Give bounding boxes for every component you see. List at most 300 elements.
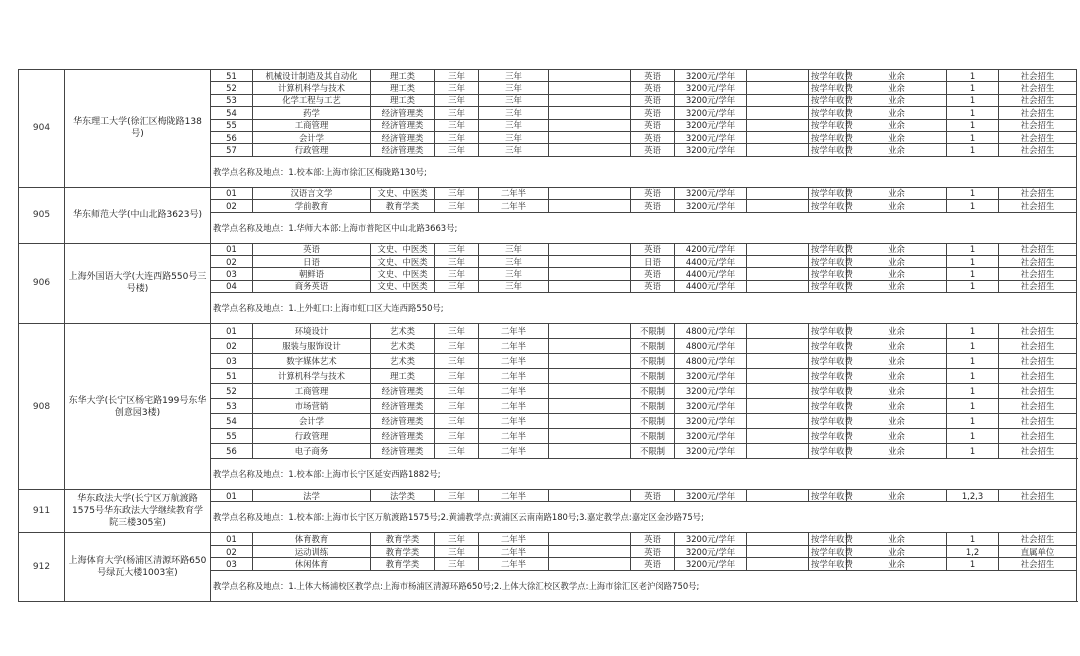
program-length-cell: 三年 — [435, 558, 479, 570]
payment-method-cell: 按学年收费 — [809, 243, 847, 255]
blank-cell — [549, 187, 631, 199]
school-name-cell: 东华大学(长宁区杨宅路199号东华创意园3楼) — [65, 324, 211, 490]
program-length-cell: 三年 — [435, 187, 479, 199]
blank-cell — [747, 339, 809, 354]
study-form-cell: 业余 — [847, 490, 947, 502]
exam-language-cell: 英语 — [631, 70, 675, 82]
major-category-cell: 教育学类 — [371, 533, 435, 545]
tuition-cell: 4800元/学年 — [675, 339, 747, 354]
major-name-cell: 计算机科学与技术 — [253, 369, 371, 384]
program-length-cell: 三年 — [435, 280, 479, 292]
blank-cell — [747, 444, 809, 459]
study-form-cell: 业余 — [847, 280, 947, 292]
major-category-cell: 理工类 — [371, 94, 435, 106]
study-form-cell: 业余 — [847, 384, 947, 399]
enrollment-source-cell: 直属单位 — [999, 545, 1077, 557]
blank-cell — [747, 131, 809, 143]
enrollment-source-cell: 社会招生 — [999, 324, 1077, 339]
study-years-cell: 二年半 — [479, 429, 549, 444]
major-code-cell: 01 — [211, 324, 253, 339]
study-form-cell: 业余 — [847, 354, 947, 369]
blank-cell — [747, 533, 809, 545]
major-category-cell: 经济管理类 — [371, 384, 435, 399]
major-code-cell: 04 — [211, 280, 253, 292]
address-label: 教学点名称及地点： — [213, 222, 289, 233]
site-number-cell: 1 — [947, 533, 999, 545]
blank-cell — [549, 339, 631, 354]
blank-cell — [549, 280, 631, 292]
payment-method-cell: 按学年收费 — [809, 324, 847, 339]
blank-cell — [747, 243, 809, 255]
program-length-cell: 三年 — [435, 545, 479, 557]
study-years-cell: 三年 — [479, 268, 549, 280]
tuition-cell: 4800元/学年 — [675, 324, 747, 339]
exam-language-cell: 英语 — [631, 187, 675, 199]
site-number-cell: 1 — [947, 144, 999, 156]
tuition-cell: 3200元/学年 — [675, 429, 747, 444]
exam-language-cell: 不限制 — [631, 354, 675, 369]
study-form-cell: 业余 — [847, 533, 947, 545]
blank-cell — [747, 369, 809, 384]
site-number-cell: 1 — [947, 70, 999, 82]
study-years-cell: 二年半 — [479, 324, 549, 339]
major-code-cell: 53 — [211, 94, 253, 106]
major-name-cell: 法学 — [253, 490, 371, 502]
tuition-cell: 3200元/学年 — [675, 558, 747, 570]
study-form-cell: 业余 — [847, 339, 947, 354]
site-number-cell: 1 — [947, 414, 999, 429]
enrollment-source-cell: 社会招生 — [999, 280, 1077, 292]
major-code-cell: 01 — [211, 490, 253, 502]
blank-cell — [549, 200, 631, 212]
blank-cell — [747, 324, 809, 339]
program-length-cell: 三年 — [435, 70, 479, 82]
school-code-cell: 905 — [19, 187, 65, 243]
tuition-cell: 3200元/学年 — [675, 131, 747, 143]
school-name-cell: 上海外国语大学(大连西路550号三号楼) — [65, 243, 211, 324]
exam-language-cell: 日语 — [631, 255, 675, 267]
payment-method-cell: 按学年收费 — [809, 268, 847, 280]
payment-method-cell: 按学年收费 — [809, 414, 847, 429]
tuition-cell: 4200元/学年 — [675, 243, 747, 255]
major-code-cell: 56 — [211, 444, 253, 459]
major-code-cell: 01 — [211, 187, 253, 199]
blank-cell — [747, 399, 809, 414]
enrollment-source-cell: 社会招生 — [999, 243, 1077, 255]
payment-method-cell: 按学年收费 — [809, 490, 847, 502]
site-number-cell: 1 — [947, 131, 999, 143]
study-years-cell: 二年半 — [479, 399, 549, 414]
table-row — [19, 243, 1077, 255]
address-value: 1.校本部:上海市长宁区万航渡路1575号;2.黄浦教学点:黄浦区云南南路180号;3.嘉定教学点:嘉定区金沙路75号; — [288, 512, 704, 523]
tuition-cell: 3200元/学年 — [675, 384, 747, 399]
study-years-cell: 二年半 — [479, 490, 549, 502]
tuition-cell: 3200元/学年 — [675, 187, 747, 199]
enrollment-source-cell: 社会招生 — [999, 131, 1077, 143]
site-number-cell: 1 — [947, 107, 999, 119]
blank-cell — [747, 144, 809, 156]
site-number-cell: 1 — [947, 94, 999, 106]
program-length-cell: 三年 — [435, 533, 479, 545]
payment-method-cell: 按学年收费 — [809, 119, 847, 131]
major-name-cell: 化学工程与工艺 — [253, 94, 371, 106]
blank-cell — [549, 324, 631, 339]
major-category-cell: 艺术类 — [371, 339, 435, 354]
exam-language-cell: 英语 — [631, 131, 675, 143]
payment-method-cell: 按学年收费 — [809, 444, 847, 459]
study-form-cell: 业余 — [847, 107, 947, 119]
program-length-cell: 三年 — [435, 94, 479, 106]
site-number-cell: 1 — [947, 268, 999, 280]
tuition-cell: 4400元/学年 — [675, 280, 747, 292]
program-length-cell: 三年 — [435, 131, 479, 143]
study-years-cell: 三年 — [479, 243, 549, 255]
blank-cell — [549, 255, 631, 267]
major-category-cell: 理工类 — [371, 82, 435, 94]
study-years-cell: 三年 — [479, 70, 549, 82]
tuition-cell: 4800元/学年 — [675, 354, 747, 369]
major-code-cell: 02 — [211, 339, 253, 354]
study-years-cell: 三年 — [479, 94, 549, 106]
major-code-cell: 54 — [211, 107, 253, 119]
teaching-site-address — [211, 212, 1077, 243]
study-years-cell: 二年半 — [479, 200, 549, 212]
major-code-cell: 52 — [211, 82, 253, 94]
study-form-cell: 业余 — [847, 82, 947, 94]
tuition-cell: 3200元/学年 — [675, 94, 747, 106]
enrollment-source-cell: 社会招生 — [999, 144, 1077, 156]
study-years-cell: 二年半 — [479, 339, 549, 354]
payment-method-cell: 按学年收费 — [809, 533, 847, 545]
major-code-cell: 53 — [211, 399, 253, 414]
payment-method-cell: 按学年收费 — [809, 369, 847, 384]
blank-cell — [549, 490, 631, 502]
study-form-cell: 业余 — [847, 200, 947, 212]
site-number-cell: 1 — [947, 354, 999, 369]
study-form-cell: 业余 — [847, 558, 947, 570]
site-number-cell: 1,2 — [947, 545, 999, 557]
enrollment-table — [18, 69, 1077, 602]
major-name-cell: 电子商务 — [253, 444, 371, 459]
payment-method-cell: 按学年收费 — [809, 94, 847, 106]
exam-language-cell: 不限制 — [631, 414, 675, 429]
enrollment-source-cell: 社会招生 — [999, 429, 1077, 444]
blank-cell — [747, 119, 809, 131]
blank-cell — [549, 354, 631, 369]
site-number-cell: 1 — [947, 119, 999, 131]
site-number-cell: 1 — [947, 444, 999, 459]
major-name-cell: 运动训练 — [253, 545, 371, 557]
blank-cell — [549, 444, 631, 459]
site-number-cell: 1 — [947, 243, 999, 255]
blank-cell — [549, 131, 631, 143]
address-label: 教学点名称及地点： — [213, 469, 289, 480]
exam-language-cell: 英语 — [631, 82, 675, 94]
tuition-cell: 3200元/学年 — [675, 533, 747, 545]
tuition-cell: 3200元/学年 — [675, 82, 747, 94]
major-code-cell: 01 — [211, 533, 253, 545]
major-name-cell: 朝鲜语 — [253, 268, 371, 280]
blank-cell — [747, 255, 809, 267]
school-name-cell: 华东师范大学(中山北路3623号) — [65, 187, 211, 243]
blank-cell — [747, 354, 809, 369]
blank-cell — [549, 243, 631, 255]
blank-cell — [549, 414, 631, 429]
exam-language-cell: 不限制 — [631, 384, 675, 399]
study-years-cell: 三年 — [479, 107, 549, 119]
tuition-cell: 3200元/学年 — [675, 444, 747, 459]
payment-method-cell: 按学年收费 — [809, 399, 847, 414]
major-name-cell: 学前教育 — [253, 200, 371, 212]
site-number-cell: 1 — [947, 558, 999, 570]
exam-language-cell: 英语 — [631, 268, 675, 280]
study-years-cell: 三年 — [479, 119, 549, 131]
study-form-cell: 业余 — [847, 399, 947, 414]
payment-method-cell: 按学年收费 — [809, 545, 847, 557]
blank-cell — [747, 414, 809, 429]
school-code-cell: 904 — [19, 70, 65, 188]
study-form-cell: 业余 — [847, 94, 947, 106]
major-name-cell: 计算机科学与技术 — [253, 82, 371, 94]
program-length-cell: 三年 — [435, 255, 479, 267]
enrollment-source-cell: 社会招生 — [999, 414, 1077, 429]
major-code-cell: 55 — [211, 119, 253, 131]
blank-cell — [549, 558, 631, 570]
payment-method-cell: 按学年收费 — [809, 255, 847, 267]
blank-cell — [549, 119, 631, 131]
major-name-cell: 汉语言文学 — [253, 187, 371, 199]
major-category-cell: 文史、中医类 — [371, 280, 435, 292]
exam-language-cell: 不限制 — [631, 429, 675, 444]
major-name-cell: 市场营销 — [253, 399, 371, 414]
program-length-cell: 三年 — [435, 429, 479, 444]
blank-cell — [747, 107, 809, 119]
school-name-cell: 华东政法大学(长宁区万航渡路1575号华东政法大学继续教育学院三楼305室) — [65, 490, 211, 533]
program-length-cell: 三年 — [435, 490, 479, 502]
program-length-cell: 三年 — [435, 384, 479, 399]
exam-language-cell: 不限制 — [631, 444, 675, 459]
address-value: 1.华师大本部:上海市普陀区中山北路3663号; — [288, 222, 458, 233]
exam-language-cell: 英语 — [631, 490, 675, 502]
major-category-cell: 经济管理类 — [371, 444, 435, 459]
payment-method-cell: 按学年收费 — [809, 280, 847, 292]
study-form-cell: 业余 — [847, 429, 947, 444]
program-length-cell: 三年 — [435, 243, 479, 255]
school-code-cell: 912 — [19, 533, 65, 601]
payment-method-cell: 按学年收费 — [809, 558, 847, 570]
blank-cell — [549, 369, 631, 384]
major-code-cell: 52 — [211, 384, 253, 399]
address-value: 1.校本部:上海市徐汇区梅陇路130号; — [288, 166, 427, 177]
program-length-cell: 三年 — [435, 399, 479, 414]
study-years-cell: 三年 — [479, 255, 549, 267]
tuition-cell: 3200元/学年 — [675, 399, 747, 414]
tuition-cell: 3200元/学年 — [675, 70, 747, 82]
major-category-cell: 教育学类 — [371, 545, 435, 557]
blank-cell — [747, 280, 809, 292]
enrollment-source-cell: 社会招生 — [999, 490, 1077, 502]
study-years-cell: 二年半 — [479, 533, 549, 545]
major-name-cell: 药学 — [253, 107, 371, 119]
major-code-cell: 54 — [211, 414, 253, 429]
major-category-cell: 文史、中医类 — [371, 255, 435, 267]
table-row — [19, 187, 1077, 199]
enrollment-source-cell: 社会招生 — [999, 187, 1077, 199]
payment-method-cell: 按学年收费 — [809, 82, 847, 94]
major-category-cell: 经济管理类 — [371, 429, 435, 444]
study-form-cell: 业余 — [847, 187, 947, 199]
exam-language-cell: 英语 — [631, 280, 675, 292]
site-number-cell: 1 — [947, 384, 999, 399]
study-form-cell: 业余 — [847, 131, 947, 143]
major-name-cell: 英语 — [253, 243, 371, 255]
table-row — [19, 70, 1077, 82]
major-code-cell: 03 — [211, 354, 253, 369]
blank-cell — [549, 384, 631, 399]
major-name-cell: 机械设计制造及其自动化 — [253, 70, 371, 82]
study-years-cell: 二年半 — [479, 558, 549, 570]
blank-cell — [747, 558, 809, 570]
payment-method-cell: 按学年收费 — [809, 187, 847, 199]
major-category-cell: 文史、中医类 — [371, 187, 435, 199]
study-form-cell: 业余 — [847, 255, 947, 267]
study-years-cell: 三年 — [479, 131, 549, 143]
program-length-cell: 三年 — [435, 119, 479, 131]
major-name-cell: 会计学 — [253, 131, 371, 143]
exam-language-cell: 不限制 — [631, 399, 675, 414]
major-category-cell: 经济管理类 — [371, 414, 435, 429]
program-length-cell: 三年 — [435, 354, 479, 369]
exam-language-cell: 不限制 — [631, 369, 675, 384]
major-name-cell: 工商管理 — [253, 119, 371, 131]
blank-cell — [747, 490, 809, 502]
study-form-cell: 业余 — [847, 144, 947, 156]
blank-cell — [549, 268, 631, 280]
blank-cell — [549, 107, 631, 119]
exam-language-cell: 英语 — [631, 94, 675, 106]
site-number-cell: 1 — [947, 187, 999, 199]
tuition-cell: 3200元/学年 — [675, 119, 747, 131]
major-code-cell: 02 — [211, 200, 253, 212]
major-name-cell: 休闲体育 — [253, 558, 371, 570]
enrollment-source-cell: 社会招生 — [999, 444, 1077, 459]
study-form-cell: 业余 — [847, 119, 947, 131]
tuition-cell: 3200元/学年 — [675, 200, 747, 212]
teaching-site-address — [211, 502, 1077, 533]
site-number-cell: 1 — [947, 255, 999, 267]
major-code-cell: 55 — [211, 429, 253, 444]
major-code-cell: 51 — [211, 369, 253, 384]
blank-cell — [747, 429, 809, 444]
major-name-cell: 日语 — [253, 255, 371, 267]
school-name-cell: 上海体育大学(杨浦区清源环路650号绿瓦大楼1003室) — [65, 533, 211, 601]
tuition-cell: 4400元/学年 — [675, 268, 747, 280]
exam-language-cell: 英语 — [631, 119, 675, 131]
study-years-cell: 三年 — [479, 144, 549, 156]
major-name-cell: 商务英语 — [253, 280, 371, 292]
major-category-cell: 艺术类 — [371, 354, 435, 369]
blank-cell — [549, 82, 631, 94]
major-category-cell: 艺术类 — [371, 324, 435, 339]
program-length-cell: 三年 — [435, 268, 479, 280]
enrollment-source-cell: 社会招生 — [999, 399, 1077, 414]
site-number-cell: 1 — [947, 369, 999, 384]
school-code-cell: 911 — [19, 490, 65, 533]
site-number-cell: 1 — [947, 324, 999, 339]
major-code-cell: 03 — [211, 268, 253, 280]
enrollment-source-cell: 社会招生 — [999, 268, 1077, 280]
blank-cell — [747, 268, 809, 280]
blank-cell — [747, 384, 809, 399]
address-label: 教学点名称及地点： — [213, 580, 289, 591]
exam-language-cell: 英语 — [631, 200, 675, 212]
program-length-cell: 三年 — [435, 82, 479, 94]
blank-cell — [549, 144, 631, 156]
study-form-cell: 业余 — [847, 369, 947, 384]
blank-cell — [747, 187, 809, 199]
program-length-cell: 三年 — [435, 200, 479, 212]
study-form-cell: 业余 — [847, 444, 947, 459]
blank-cell — [747, 82, 809, 94]
study-form-cell: 业余 — [847, 243, 947, 255]
enrollment-source-cell: 社会招生 — [999, 369, 1077, 384]
major-category-cell: 经济管理类 — [371, 131, 435, 143]
enrollment-source-cell: 社会招生 — [999, 94, 1077, 106]
major-category-cell: 理工类 — [371, 70, 435, 82]
payment-method-cell: 按学年收费 — [809, 70, 847, 82]
exam-language-cell: 不限制 — [631, 339, 675, 354]
blank-cell — [747, 545, 809, 557]
major-category-cell: 教育学类 — [371, 200, 435, 212]
enrollment-source-cell: 社会招生 — [999, 107, 1077, 119]
program-length-cell: 三年 — [435, 144, 479, 156]
major-category-cell: 理工类 — [371, 369, 435, 384]
blank-cell — [549, 70, 631, 82]
tuition-cell: 3200元/学年 — [675, 545, 747, 557]
blank-cell — [747, 94, 809, 106]
major-category-cell: 文史、中医类 — [371, 268, 435, 280]
site-number-cell: 1 — [947, 429, 999, 444]
address-label: 教学点名称及地点： — [213, 512, 289, 523]
major-name-cell: 环境设计 — [253, 324, 371, 339]
address-label: 教学点名称及地点： — [213, 166, 289, 177]
site-number-cell: 1 — [947, 82, 999, 94]
enrollment-source-cell: 社会招生 — [999, 70, 1077, 82]
tuition-cell: 3200元/学年 — [675, 490, 747, 502]
school-code-cell: 906 — [19, 243, 65, 324]
blank-cell — [549, 429, 631, 444]
enrollment-source-cell: 社会招生 — [999, 339, 1077, 354]
exam-language-cell: 英语 — [631, 144, 675, 156]
major-name-cell: 服装与服饰设计 — [253, 339, 371, 354]
teaching-site-address — [211, 293, 1077, 324]
teaching-site-address — [211, 570, 1077, 601]
exam-language-cell: 英语 — [631, 533, 675, 545]
major-code-cell: 02 — [211, 255, 253, 267]
site-number-cell: 1 — [947, 399, 999, 414]
program-length-cell: 三年 — [435, 414, 479, 429]
site-number-cell: 1 — [947, 200, 999, 212]
table-row — [19, 533, 1077, 545]
tuition-cell: 3200元/学年 — [675, 144, 747, 156]
payment-method-cell: 按学年收费 — [809, 384, 847, 399]
major-name-cell: 数字媒体艺术 — [253, 354, 371, 369]
study-years-cell: 二年半 — [479, 444, 549, 459]
teaching-site-address — [211, 156, 1077, 187]
study-form-cell: 业余 — [847, 545, 947, 557]
tuition-cell: 3200元/学年 — [675, 414, 747, 429]
enrollment-source-cell: 社会招生 — [999, 354, 1077, 369]
